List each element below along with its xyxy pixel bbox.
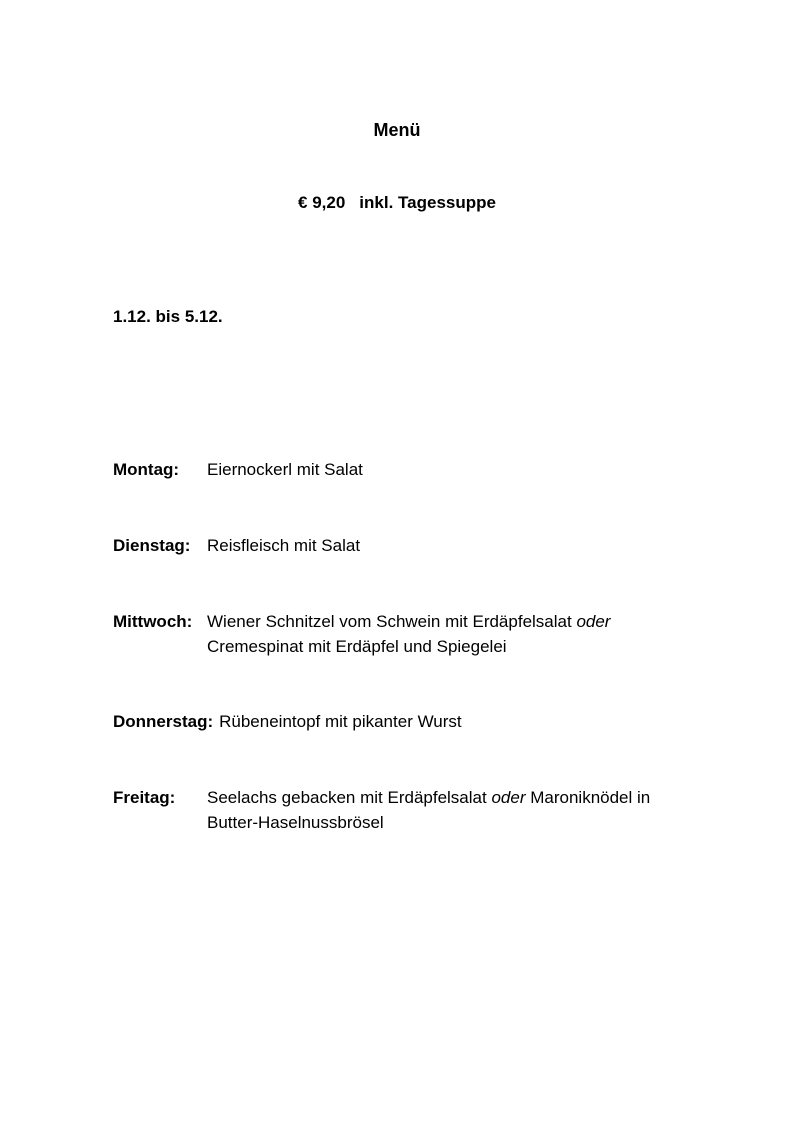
- dish-line-1: [207, 609, 727, 634]
- day-label: Mittwoch:: [113, 612, 193, 631]
- dish-connector: oder: [491, 788, 526, 807]
- price-line: [0, 193, 794, 213]
- dish-option-b: Cremespinat mit Erdäpfel und Spiegelei: [207, 637, 507, 656]
- day-dish: Eiernockerl mit Salat: [207, 460, 363, 479]
- day-label: Dienstag:: [113, 536, 191, 555]
- dish-connector: oder: [576, 612, 611, 631]
- price-value: € 9,20: [298, 193, 346, 212]
- dish-option-b-part1: Maroniknödel in: [530, 788, 651, 807]
- dish-option-a: Seelachs gebacken mit Erdäpfelsalat: [207, 788, 487, 807]
- day-label: Freitag:: [113, 788, 176, 807]
- day-dish: Rübeneintopf mit pikanter Wurst: [219, 712, 462, 731]
- day-row-donnerstag: [113, 709, 462, 734]
- day-dish: Reisfleisch mit Salat: [207, 536, 361, 555]
- dish-line-1: [207, 785, 727, 810]
- price-note: inkl. Tagessuppe: [359, 193, 496, 212]
- day-label: Donnerstag:: [113, 712, 214, 731]
- day-row-freitag: [113, 785, 651, 832]
- dish-option-a: Wiener Schnitzel vom Schwein mit Erdäpfelsalat: [207, 612, 572, 631]
- day-label: Montag:: [113, 460, 180, 479]
- menu-title: Menü: [373, 120, 421, 140]
- day-row-dienstag: [113, 533, 361, 558]
- day-dish: [207, 785, 727, 835]
- dish-option-b-part2: Butter-Haselnussbrösel: [207, 813, 384, 832]
- day-row-mittwoch: [113, 609, 611, 656]
- day-row-montag: [113, 457, 363, 482]
- day-dish: [207, 609, 727, 659]
- date-range: 1.12. bis 5.12.: [113, 307, 223, 326]
